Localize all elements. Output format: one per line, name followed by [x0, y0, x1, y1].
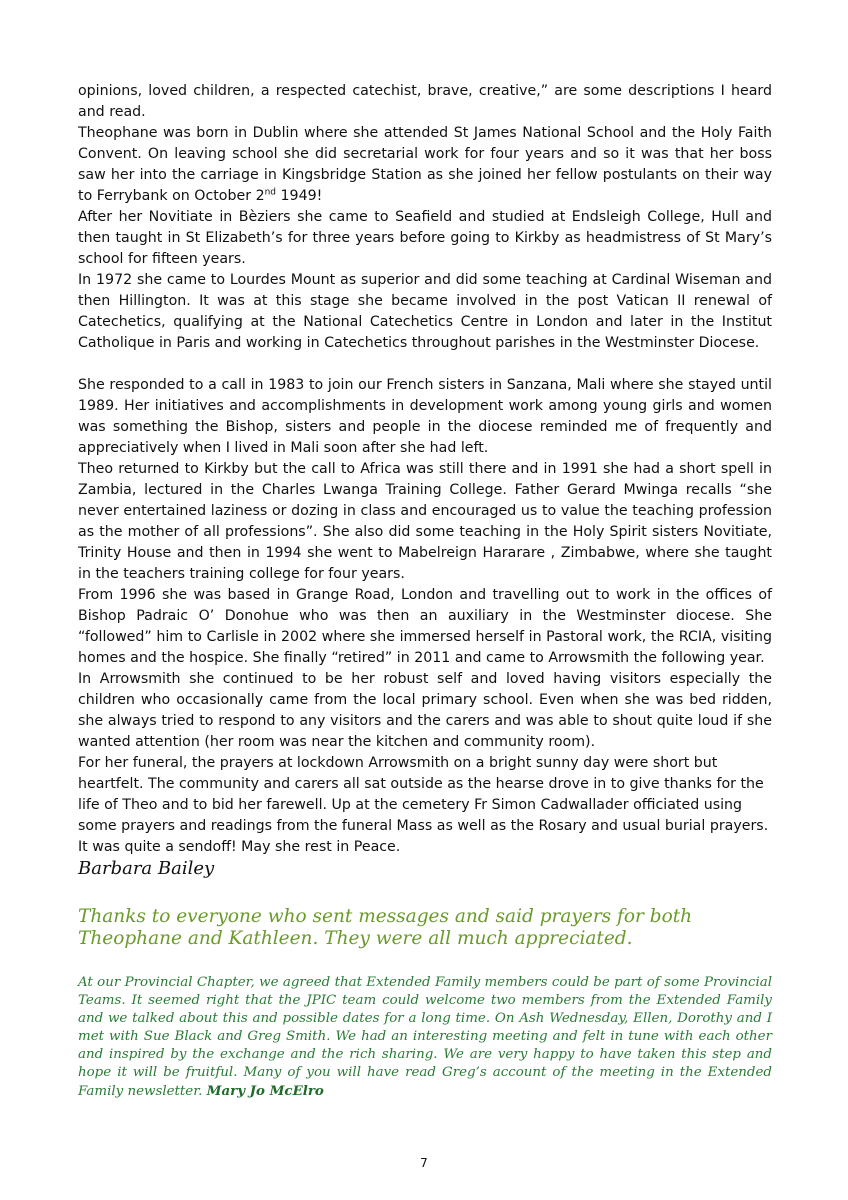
ordinal-suffix: nd	[264, 187, 277, 198]
paragraph-early-life	[78, 123, 772, 207]
paragraph-spacer	[78, 354, 772, 375]
early-life-year: 1949!	[276, 188, 323, 204]
paragraph-mali: She responded to a call in 1983 to join our French sisters in Sanzana, Mali where she stayed until 1989. Her initiatives and accomplishments in development work among young girls and women was something the Bishop, sisters and people in the diocese reminded me of frequently and appreciatively when I lived in Mali soon after she had left.	[78, 377, 772, 456]
article-body	[78, 81, 772, 1101]
chapter-note-text: At our Provincial Chapter, we agreed that Extended Family members could be part of some Provincial Teams. It seemed right that the JPIC team could welcome two members from the Extended Family and we talked about this and possible dates for a long time. On Ash Wednesday, Ellen, Dorothy and I met with Sue Black and Greg Smith. We had an interesting meeting and felt in tune with each other and inspired by the exchange and the rich sharing. We are very happy to have taken this step and hope it will be fruitful. Many of you will have read Greg’s account of the meeting in the Extended Family newsletter.	[78, 975, 772, 1099]
page-number: 7	[420, 1156, 428, 1170]
early-life-text: Theophane was born in Dublin where she attended St James National School and the Holy Faith Convent. On leaving school she did secretarial work for four years and so it was that her boss saw her into the carriage in Kingsbridge Station as she joined her fellow postulants on their way to Ferrybank on October 2	[78, 125, 772, 204]
paragraph-africa: Theo returned to Kirkby but the call to Africa was still there and in 1991 she had a short spell in Zambia, lectured in the Charles Lwanga Training College. Father Gerard Mwinga recalls “she never entertained laziness or dozing in class and encouraged us to value the teaching profession as the mother of all professions”. She also did some teaching in the Holy Spirit sisters Novitiate, Trinity House and then in 1994 she went to Mabelreign Hararare , Zimbabwe, where she taught in the teachers training college for four years.	[78, 461, 772, 582]
author-signature: Barbara Bailey	[78, 858, 215, 879]
paragraph-novitiate: After her Novitiate in Bèziers she came to Seafield and studied at Endsleigh College, Hull and then taught in St Elizabeth’s for three years before going to Kirkby as headmistress of St Mary’s school for fifteen years.	[78, 209, 772, 267]
chapter-note	[78, 974, 772, 1101]
paragraph-london: From 1996 she was based in Grange Road, London and travelling out to work in the offices of Bishop Padraic O’ Donohue who was then an auxiliary in the Westminster diocese. She “followed” him to Carlisle in 2002 where she immersed herself in Pastoral work, the RCIA, visiting homes and the hospice. She finally “retired” in 2011 and came to Arrowsmith the following year.	[78, 587, 772, 666]
paragraph-descriptions: opinions, loved children, a respected catechist, brave, creative,” are some descriptions I heard and read.	[78, 83, 772, 120]
thanks-note: Thanks to everyone who sent messages and said prayers for both Theophane and Kathleen. They were all much appreciated.	[78, 906, 693, 949]
paragraph-funeral: For her funeral, the prayers at lockdown Arrowsmith on a bright sunny day were short but heartfelt. The community and carers all sat outside as the hearse drove in to give thanks for the life of Theo and to bid her farewell. Up at the cemetery Fr Simon Cadwallader officiated using some prayers and readings from the funeral Mass as well as the Rosary and usual burial prayers. It was quite a sendoff! May she rest in Peace.	[78, 755, 769, 855]
paragraph-arrowsmith: In Arrowsmith she continued to be her robust self and loved having visitors especially the children who occasionally came from the local primary school. Even when she was bed ridden, she always tried to respond to any visitors and the carers and was able to shout quite loud if she wanted attention (her room was near the kitchen and community room).	[78, 671, 772, 750]
paragraph-lourdes-mount: In 1972 she came to Lourdes Mount as superior and did some teaching at Cardinal Wiseman and then Hillington. It was at this stage she became involved in the post Vatican II renewal of Catechetics, qualifying at the National Catechetics Centre in London and later in the Institut Catholique in Paris and working in Catechetics throughout parishes in the Westminster Diocese.	[78, 272, 772, 351]
chapter-note-author: Mary Jo McElro	[206, 1083, 324, 1099]
